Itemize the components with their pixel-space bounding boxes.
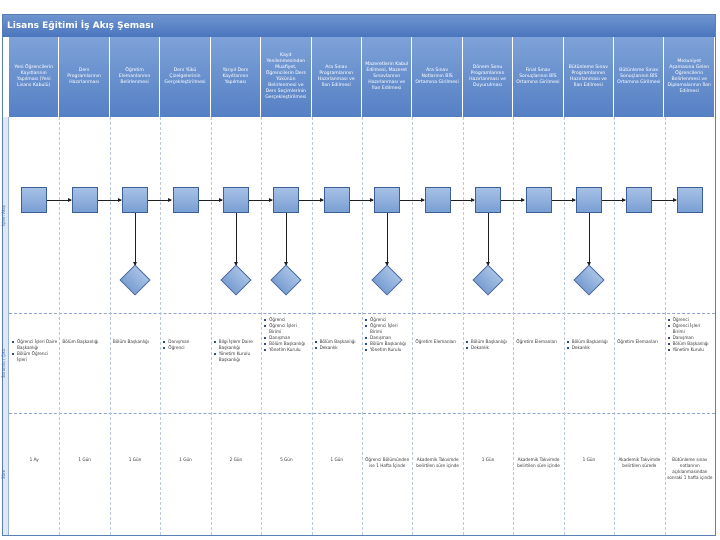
column-header: Mezuniyet Aşamasına Gelen Öğrencilerin Belirlenmesi ve Diplomalarının İlan Edilmesi xyxy=(664,37,714,117)
responsible-item: Öğrenci İşleri Birimi xyxy=(365,323,410,335)
decision-node xyxy=(220,264,251,295)
decision-node xyxy=(120,264,151,295)
process-step xyxy=(122,187,148,213)
responsible-item: Bilgi İşlem Daire Başkanlığı xyxy=(214,339,259,351)
column-header: Dönem Sonu Programlarının Hazırlanması ve Duyurulması xyxy=(463,37,513,117)
process-step xyxy=(21,187,47,213)
responsible-list xyxy=(668,317,713,353)
lane-label-process: İşlem Akışı xyxy=(1,204,6,226)
responsible-item: Bölüm Öğrenci İşleri xyxy=(12,351,57,363)
column-header: Final Sınav Sonuçlarının BİS Ortamına Girilmesi xyxy=(513,37,563,117)
responsible-list xyxy=(516,339,561,345)
responsible-item: Yönetim Kurulu xyxy=(264,347,309,353)
decision-arrow xyxy=(387,213,388,265)
column-header: Ders Yükü Çizelgelerinin Gerçekleştirilmesi xyxy=(160,37,210,117)
duration-text: 2 Gün xyxy=(229,457,243,462)
column-headers xyxy=(9,37,715,117)
responsible-item: Yönetim Kurulu Başkanlığı xyxy=(214,351,259,363)
column-header: Ara Sınav Programlarının Hazırlanması ve İlan Edilmesi xyxy=(312,37,362,117)
process-step xyxy=(223,187,249,213)
column-divider xyxy=(564,117,565,535)
responsible-item: Öğretim Elemanları xyxy=(415,339,457,344)
column-divider xyxy=(665,117,666,535)
responsible-list xyxy=(567,339,612,351)
responsible-list xyxy=(113,339,158,345)
process-step xyxy=(324,187,350,213)
responsible-list xyxy=(415,339,460,345)
responsible-item: Dekanlık xyxy=(567,345,612,351)
responsible-item: Bölüm Başkanlığı xyxy=(112,339,149,344)
column-header: Kayıt Yenilenmesinden Muafiyet, Öğrencilerin Ders Yükünün Belirlenmesi ve Ders Seçimlerinin Gerçekleştirilmesi xyxy=(261,37,311,117)
responsible-item: Öğrenci İşleri Birimi xyxy=(668,323,713,335)
duration-text: 1 Gün xyxy=(128,457,142,462)
column-divider xyxy=(312,117,313,535)
lane-label-duration: Süre xyxy=(1,469,6,479)
duration-text: Akademik Takvimde belirtilen sürede xyxy=(618,457,661,468)
responsible-item: Bölüm Başkanlığı xyxy=(668,341,713,347)
process-step xyxy=(173,187,199,213)
decision-node xyxy=(271,264,302,295)
column-header: Bütünleme Sınav Sonuçlarının BİS Ortamına Girilmesi xyxy=(614,37,664,117)
flowchart-frame xyxy=(2,14,716,536)
responsible-item: Öğrenci İşleri Birimi xyxy=(264,323,309,335)
decision-arrow xyxy=(286,213,287,265)
column-header: Bütünleme Sınav Programlarının Hazırlanması ve İlan Edilmesi xyxy=(564,37,614,117)
column-divider xyxy=(261,117,262,535)
responsible-list xyxy=(264,317,309,353)
responsible-item: Dekanlık xyxy=(315,345,360,351)
column-header: Öğretim Elemanlarının Belirlenmesi xyxy=(110,37,160,117)
decision-arrow xyxy=(589,213,590,265)
process-step xyxy=(273,187,299,213)
column-header: Yarıyıl Ders Kayıtlarının Yapılması xyxy=(211,37,261,117)
process-step xyxy=(374,187,400,213)
duration-text: Akademik Takvimde belirtilen süre içinde xyxy=(416,457,459,468)
responsible-item: Danışman xyxy=(264,335,309,341)
responsible-item: Bölüm Başkanlığı xyxy=(62,339,99,344)
lane-label-responsible: Sorumlu / Çıktı xyxy=(1,348,6,378)
responsible-list xyxy=(466,339,511,351)
duration-text: 1 Gün xyxy=(582,457,596,462)
responsible-item: Öğrenci İşleri Daire Başkanlığı xyxy=(12,339,57,351)
responsible-item: Danışman xyxy=(668,335,713,341)
duration-text: 1 Gün xyxy=(78,457,91,462)
column-divider xyxy=(614,117,615,535)
duration-text: 1 Ay xyxy=(29,457,39,462)
responsible-list xyxy=(163,339,208,351)
column-divider xyxy=(513,117,514,535)
flow-grid xyxy=(9,117,715,535)
responsible-item: Danışman xyxy=(365,335,410,341)
responsible-item: Öğrenci xyxy=(365,317,410,323)
responsible-item: Yönetim Kurulu xyxy=(365,347,410,353)
duration-text: 1 Gün xyxy=(481,457,495,462)
process-step xyxy=(576,187,602,213)
column-header: Mazeretlerin Kabul Edilmesi, Mazeret Sınavlarının Hazırlanması ve İlan Edilmesi xyxy=(362,37,412,117)
responsible-item: Öğrenci xyxy=(264,317,309,323)
responsible-item: Yönetim Kurulu xyxy=(668,347,713,353)
decision-node xyxy=(372,264,403,295)
responsible-item: Bölüm Başkanlığı xyxy=(264,341,309,347)
column-divider xyxy=(412,117,413,535)
responsible-list xyxy=(617,339,662,345)
responsible-item: Bölüm Başkanlığı xyxy=(567,339,612,345)
process-step xyxy=(72,187,98,213)
responsible-item: Danışman xyxy=(163,339,208,345)
process-step xyxy=(526,187,552,213)
responsible-item: Dekanlık xyxy=(466,345,511,351)
duration-text: 1 Gün xyxy=(179,457,192,462)
decision-node xyxy=(473,264,504,295)
duration-text: Öğrenci Bölümünden ise 1 Hafta İçinde xyxy=(365,457,410,468)
responsible-list xyxy=(12,339,57,363)
responsible-item: Öğrenci xyxy=(163,345,208,351)
duration-text: Akademik Takvimde belirtilen süre içinde xyxy=(517,457,560,468)
duration-text: Bütünleme sınav notlarının açıklanmasından sonraki 1 hafta içinde xyxy=(667,457,713,480)
diagram-title: Lisans Eğitimi İş Akış Şeması xyxy=(3,15,715,37)
decision-arrow xyxy=(135,213,136,265)
column-divider xyxy=(110,117,111,535)
process-step xyxy=(677,187,703,213)
column-divider xyxy=(463,117,464,535)
responsible-list xyxy=(315,339,360,351)
duration-text: 5 Gün xyxy=(280,457,293,462)
column-divider xyxy=(362,117,363,535)
process-step xyxy=(626,187,652,213)
responsible-item: Bölüm Başkanlığı xyxy=(315,339,360,345)
column-header: Ara Sınav Notlarının BİS Ortamına Girilmesi xyxy=(412,37,462,117)
column-header: Ders Programlarının Hazırlanması xyxy=(59,37,109,117)
column-divider xyxy=(160,117,161,535)
responsible-item: Öğretim Elemanları xyxy=(617,339,658,344)
responsible-item: Bölüm Başkanlığı xyxy=(466,339,511,345)
responsible-list xyxy=(62,339,107,345)
decision-node xyxy=(573,264,604,295)
responsible-item: Bölüm Başkanlığı xyxy=(365,341,410,347)
duration-text: 1 Gün xyxy=(330,457,344,462)
column-divider xyxy=(211,117,212,535)
responsible-list xyxy=(214,339,259,363)
responsible-item: Öğretim Elemanları xyxy=(516,339,557,344)
column-header: Yeni Öğrencilerin Kayıtlarının Yapılması (Yeni Lisans Kabulü) xyxy=(9,37,59,117)
decision-arrow xyxy=(488,213,489,265)
responsible-item: Öğrenci xyxy=(668,317,713,323)
process-step xyxy=(475,187,501,213)
decision-arrow xyxy=(236,213,237,265)
column-divider xyxy=(59,117,60,535)
process-step xyxy=(425,187,451,213)
responsible-list xyxy=(365,317,410,353)
